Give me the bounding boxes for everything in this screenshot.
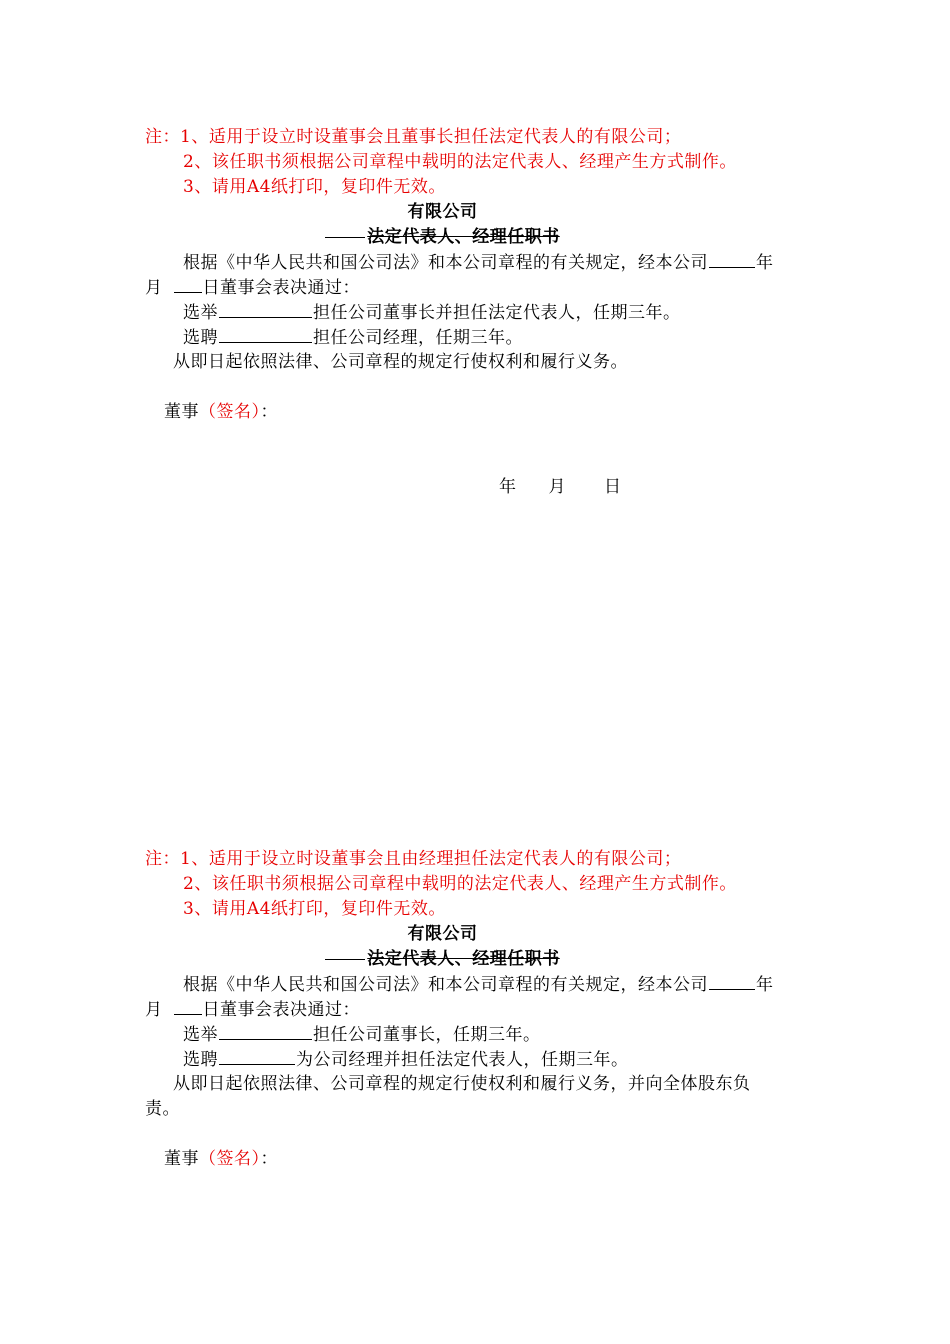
body-line-1: 根据《中华人民共和国公司法》和本公司章程的有关规定，经本公司 年 — [183, 250, 774, 275]
blank-day[interactable] — [174, 275, 202, 293]
title-dash — [325, 237, 365, 238]
hire-line: 选聘 为公司经理并担任法定代表人，任期三年。 — [183, 1047, 629, 1072]
document-title: 法定代表人、经理任职书 — [0, 225, 885, 249]
blank-chairman[interactable] — [219, 300, 312, 318]
blank-day[interactable] — [174, 997, 202, 1015]
blank-year[interactable] — [709, 972, 755, 990]
company-name: 有限公司 — [407, 202, 478, 222]
body-line-1: 根据《中华人民共和国公司法》和本公司章程的有关规定，经本公司 年 — [183, 972, 774, 997]
closing-line: 从即日起依照法律、公司章程的规定行使权利和履行义务。 — [173, 352, 628, 372]
blank-manager[interactable] — [219, 325, 312, 343]
blank-year[interactable] — [709, 250, 755, 268]
note-1: 注：1、适用于设立时设董事会且由经理担任法定代表人的有限公司； — [145, 849, 682, 869]
elect-line: 选举 担任公司董事长，任期三年。 — [183, 1022, 541, 1047]
signature-line: 董事（签名）： — [164, 1149, 278, 1169]
note-3: 3、请用A4纸打印，复印件无效。 — [183, 899, 446, 919]
note-1: 注：1、适用于设立时设董事会且董事长担任法定代表人的有限公司； — [145, 127, 682, 147]
blank-manager[interactable] — [219, 1047, 295, 1065]
document-title: 法定代表人、经理任职书 — [0, 947, 885, 971]
title-dash — [325, 959, 365, 960]
elect-line: 选举 担任公司董事长并担任法定代表人，任期三年。 — [183, 300, 681, 325]
signature-line: 董事（签名）： — [164, 402, 278, 422]
note-3: 3、请用A4纸打印，复印件无效。 — [183, 177, 446, 197]
company-name: 有限公司 — [407, 924, 478, 944]
hire-line: 选聘 担任公司经理，任期三年。 — [183, 325, 523, 350]
closing-line-2: 责。 — [145, 1099, 180, 1119]
note-2: 2、该任职书须根据公司章程中载明的法定代表人、经理产生方式制作。 — [183, 874, 737, 894]
note-2: 2、该任职书须根据公司章程中载明的法定代表人、经理产生方式制作。 — [183, 152, 737, 172]
body-line-2: 月 日董事会表决通过： — [145, 275, 360, 300]
body-line-2: 月 日董事会表决通过： — [145, 997, 360, 1022]
date-line: 年 月 日 — [499, 477, 622, 497]
blank-chairman[interactable] — [219, 1022, 312, 1040]
closing-line-1: 从即日起依照法律、公司章程的规定行使权利和履行义务，并向全体股东负 — [173, 1074, 751, 1094]
